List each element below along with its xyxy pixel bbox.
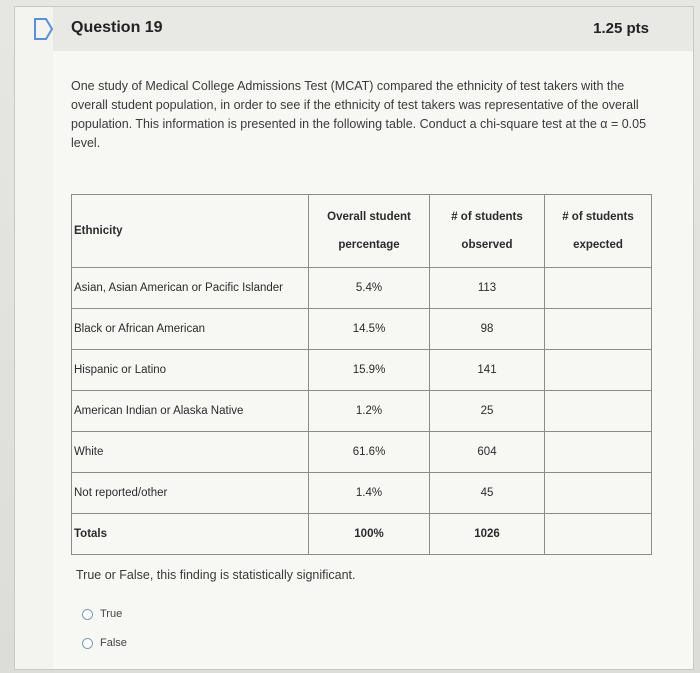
cell-ethnicity: Asian, Asian American or Pacific Islander [72, 268, 309, 309]
table-row [72, 473, 652, 514]
answer-option-false[interactable] [82, 637, 127, 649]
cell-observed: 604 [430, 432, 545, 473]
header-observed-line2: observed [461, 239, 513, 251]
true-false-statement: True or False, this finding is statistically significant. [76, 568, 356, 582]
question-header [53, 7, 693, 52]
cell-expected [545, 391, 652, 432]
header-expected-line1: # of students [562, 211, 634, 223]
ethnicity-table [71, 194, 652, 555]
table-totals-row [72, 514, 652, 555]
cell-totals-percentage: 100% [309, 514, 430, 555]
cell-percentage: 1.2% [309, 391, 430, 432]
radio-false[interactable] [82, 638, 93, 649]
bookmark-flag-icon[interactable] [31, 15, 55, 43]
cell-ethnicity: Hispanic or Latino [72, 350, 309, 391]
table-row [72, 391, 652, 432]
cell-percentage: 14.5% [309, 309, 430, 350]
header-percentage [309, 195, 430, 268]
header-observed-line1: # of students [451, 211, 523, 223]
cell-expected [545, 473, 652, 514]
question-title: Question 19 [71, 19, 163, 36]
cell-observed: 25 [430, 391, 545, 432]
cell-totals-label: Totals [72, 514, 309, 555]
cell-totals-expected [545, 514, 652, 555]
cell-ethnicity: Black or African American [72, 309, 309, 350]
answer-option-true-label: True [100, 608, 123, 620]
cell-percentage: 15.9% [309, 350, 430, 391]
table-row [72, 309, 652, 350]
table-row [72, 432, 652, 473]
header-percentage-line1: Overall student [327, 211, 411, 223]
header-percentage-line2: percentage [338, 239, 400, 251]
answer-option-true[interactable] [82, 608, 122, 620]
cell-observed: 141 [430, 350, 545, 391]
cell-percentage: 61.6% [309, 432, 430, 473]
answer-option-false-label: False [100, 637, 127, 649]
cell-ethnicity: Not reported/other [72, 473, 309, 514]
cell-expected [545, 268, 652, 309]
cell-expected [545, 309, 652, 350]
cell-observed: 45 [430, 473, 545, 514]
cell-percentage: 1.4% [309, 473, 430, 514]
cell-ethnicity: White [72, 432, 309, 473]
question-prompt: One study of Medical College Admissions Test (MCAT) compared the ethnicity of test takers with the overall student population, in order to see if the ethnicity of test takers was representative of the overall population. This information is presented in the following table. Conduct a chi-square test at the α = 0.05 level. [71, 79, 647, 150]
header-observed [430, 195, 545, 268]
header-ethnicity-label: Ethnicity [74, 225, 123, 237]
table-row [72, 268, 652, 309]
header-expected-line2: expected [573, 239, 623, 251]
cell-totals-observed: 1026 [430, 514, 545, 555]
question-card [14, 6, 694, 670]
radio-true[interactable] [82, 609, 93, 620]
cell-ethnicity: American Indian or Alaska Native [72, 391, 309, 432]
cell-expected [545, 432, 652, 473]
cell-percentage: 5.4% [309, 268, 430, 309]
header-ethnicity [72, 195, 309, 268]
cell-observed: 113 [430, 268, 545, 309]
question-body [53, 51, 693, 669]
cell-observed: 98 [430, 309, 545, 350]
question-points: 1.25 pts [593, 20, 649, 37]
header-expected [545, 195, 652, 268]
table-row [72, 350, 652, 391]
cell-expected [545, 350, 652, 391]
table-header-row [72, 195, 652, 268]
